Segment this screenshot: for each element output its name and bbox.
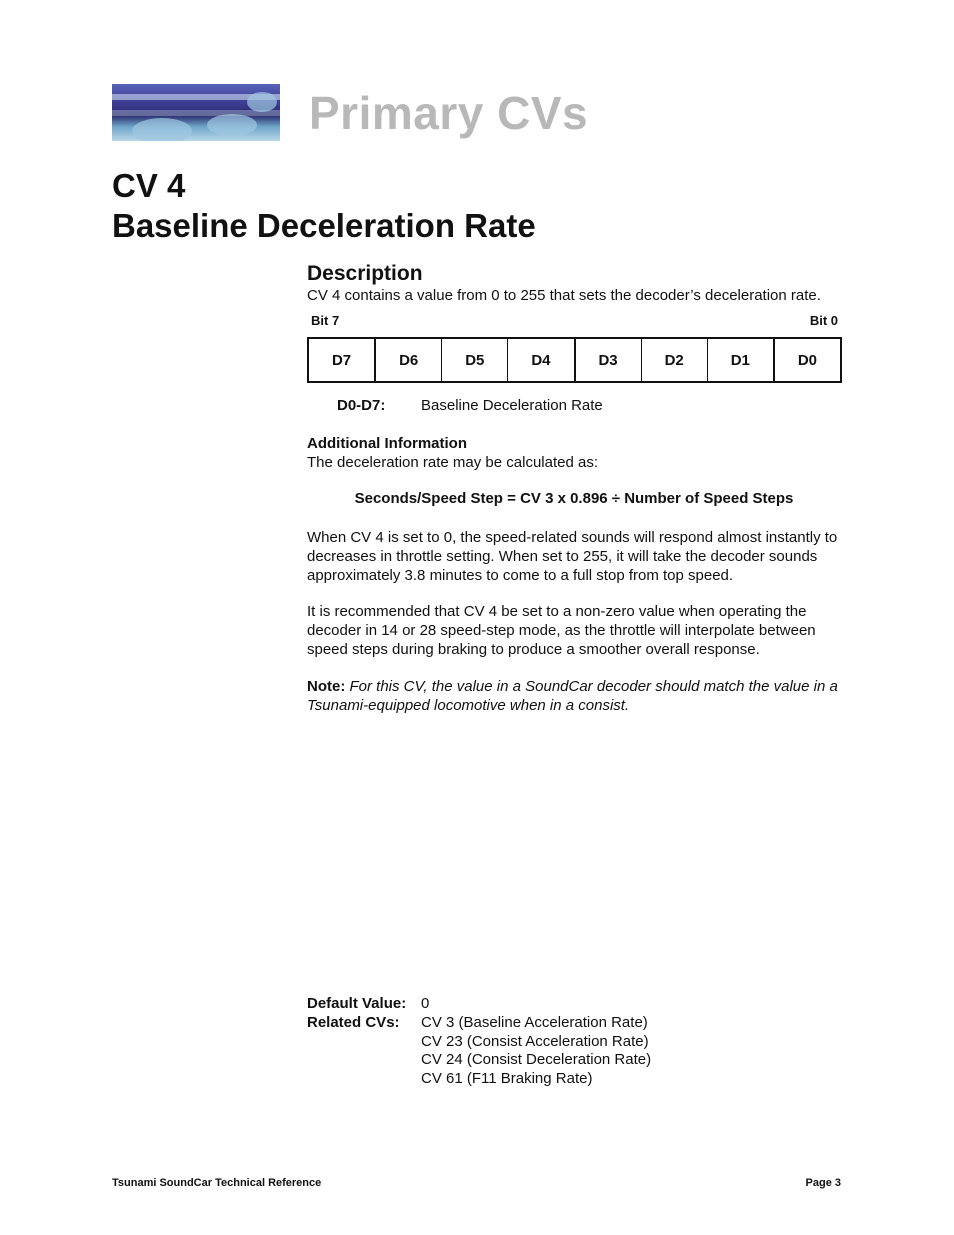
additional-info-section <box>307 434 847 472</box>
related-cvs-list <box>421 1014 651 1089</box>
bit-cell-d4: D4 <box>508 339 575 381</box>
bit-definition-meaning: Baseline Deceleration Rate <box>421 397 603 414</box>
bit-cell-d0: D0 <box>797 351 818 369</box>
description-section <box>307 262 847 305</box>
section-title: Primary CVs <box>309 87 589 139</box>
paragraph-2 <box>307 602 847 659</box>
cv-number: CV 4 <box>112 167 186 204</box>
additional-info-intro: The deceleration rate may be calculated as: <box>307 454 598 471</box>
page-number: Page 3 <box>805 1177 841 1189</box>
related-cv-item: CV 24 (Consist Deceleration Rate) <box>421 1051 652 1069</box>
formula: Seconds/Speed Step = CV 3 x 0.896 ÷ Number of Speed Steps <box>354 490 794 507</box>
default-value: 0 <box>421 995 430 1012</box>
description-heading: Description <box>307 262 423 285</box>
related-cv-item: CV 23 (Consist Acceleration Rate) <box>421 1032 649 1050</box>
footer-title: Tsunami SoundCar Technical Reference <box>112 1177 322 1189</box>
paragraph-1-text: When CV 4 is set to 0, the speed-related sounds will respond almost instantly to decreases in throttle setting. When set to 255, it will take the decoder sounds approximately 3.8 minutes to come to a full stop from top speed. <box>307 529 838 584</box>
bit-7-label: Bit 7 <box>311 313 340 328</box>
bit-cell-d5: D5 <box>442 339 508 381</box>
note <box>307 677 847 715</box>
bit-definition-term: D0-D7: <box>337 397 386 414</box>
note-text: For this CV, the value in a SoundCar decoder should match the value in a Tsunami-equipped locomotive when in a consist. <box>307 678 838 714</box>
description-text: CV 4 contains a value from 0 to 255 that sets the decoder’s deceleration rate. <box>307 287 821 304</box>
bit-cell-d2: D2 <box>642 339 708 381</box>
paragraph-2-text: It is recommended that CV 4 be set to a non-zero value when operating the decoder in 14 or 28 speed-step mode, as the throttle will interpolate between speed steps during braking to produce a smoother overall response. <box>307 603 816 658</box>
header-photo <box>112 84 280 141</box>
bit-cell-d6: D6 <box>376 339 442 381</box>
bit-cell-d1: D1 <box>708 339 775 381</box>
additional-info-heading: Additional Information <box>307 435 467 452</box>
default-value-label: Default Value: <box>307 995 407 1012</box>
paragraph-1 <box>307 528 847 585</box>
bit-table <box>307 337 842 383</box>
cv-title <box>112 166 536 246</box>
related-cvs-label: Related CVs: <box>307 1014 400 1031</box>
cv-name: Baseline Deceleration Rate <box>112 207 536 244</box>
related-cv-item: CV 3 (Baseline Acceleration Rate) <box>421 1014 648 1031</box>
bit-0-label: Bit 0 <box>809 313 838 328</box>
note-label: Note: <box>307 678 346 695</box>
related-cv-item: CV 61 (F11 Braking Rate) <box>421 1070 593 1088</box>
bit-cell-d7: D7 <box>309 339 376 381</box>
bit-cell-d3: D3 <box>576 339 642 381</box>
